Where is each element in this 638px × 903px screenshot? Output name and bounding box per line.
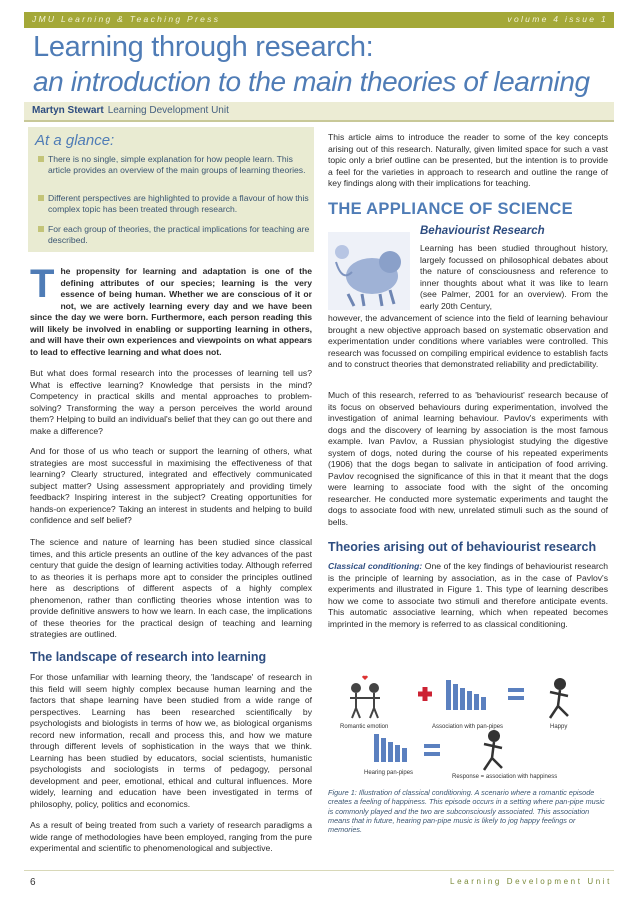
figure-label: Association with pan-pipes bbox=[432, 724, 504, 730]
glance-title: At a glance: bbox=[35, 132, 115, 149]
section-heading-landscape: The landscape of research into learning bbox=[30, 650, 267, 664]
section-heading-theories: Theories arising out of behaviourist research bbox=[328, 540, 597, 554]
figure-1 bbox=[328, 666, 606, 784]
page-number: 6 bbox=[30, 877, 36, 888]
drop-cap: T bbox=[30, 262, 55, 306]
section-heading-appliance: THE APPLIANCE OF SCIENCE bbox=[328, 200, 573, 218]
article-subtitle: an introduction to the main theories of learning bbox=[33, 66, 590, 97]
paragraph-text: One of the key findings of behaviourist research is the principle of learning by association, as in the case of Pavlov's experiments and illustrated in Figure 1. This type of learning describes how we come to associate two stimuli and therefore anticipate events. This automatic associative learning, which when repeated becomes imprinted in the memory is referred to as classical conditioning. bbox=[328, 561, 608, 629]
classical-conditioning-paragraph bbox=[328, 561, 608, 630]
figure-label: Happy bbox=[550, 724, 568, 730]
paragraph: This article aims to introduce the reader to some of the key concepts arising out of this research. Naturally, given limited space for such a vast topic only a brief outline can be presented, but the intention is to provide a feel for the varieties in approach to research and outline the range of key findings along with their implications for teaching. bbox=[328, 132, 608, 188]
glance-item: For each group of theories, the practical implications for teaching are described. bbox=[38, 224, 318, 247]
paragraph: And for those of us who teach or support the learning of others, what strategies are most successful in maximising the effectiveness of that learning? Clearly structured, integrated and effectively communicated subject matter? Using assessment appropriately and providing timely feedback? Inspiring interest in the subject? Creating opportunities for hands-on experience? Taking an interest in students and helping to build confidence and self belief? bbox=[30, 446, 312, 525]
paragraph: For those unfamiliar with learning theory, the 'landscape' of research in this field will seem highly complex because human learning and the factors that shape learning have been studied from a wide range of perspectives. Learning has been researched scientifically by psychologists and biologists in terms of how we, as biological organisms record new information, recall and process this, and how we mature through different levels of sophistication in the ways that we think. Learning has been studied by educators, social scientists, humanistic psychologists and sociologists in terms of pedagogy, personal development and peer, emotional, ethical and cultural influences. More widely, learning and education have been investigated in terms of philosophy, policy, politics and economics. bbox=[30, 672, 312, 809]
paragraph: however, the advancement of science into the field of learning behaviour brought a new objective approach based on systematic observation and experimentation under conditions where variables were controlled. This research was focussed on compiling empirical evidence to establish facts and to construct theories that demonstrated reliability and predictability. bbox=[328, 313, 608, 369]
journal-header bbox=[24, 12, 614, 28]
paragraph: The science and nature of learning has been studied since classical times, and this article presents an outline of the key advances of the past century that guide the design of learning activities today. Although referred to as theories it is perhaps more apt to consider the principles outlined here as descriptions of different aspects of a highly complex phenomenon, rather than conflicting theories whose intention was to provide definitive answers to how we learn. In each case, the implications of these theories for the practical design of teaching and learning strategies are outlined. bbox=[30, 537, 312, 639]
figure-label: Romantic emotion bbox=[340, 724, 389, 730]
journal-name: JMU Learning & Teaching Press bbox=[32, 14, 221, 24]
paragraph: Learning has been studied throughout history, largely focussed on philosophical debates about the nature of consciousness and reference to inner thoughts about what it was like to learn (see Palmer, 2001 for an overview). From the early 20th Century, bbox=[420, 243, 608, 311]
glance-item: Different perspectives are highlighted to provide a flavour of how this complex topic has been treated through research. bbox=[38, 193, 318, 216]
byline bbox=[32, 105, 229, 116]
paragraph: As a result of being treated from such a variety of research paradigms a wide range of methodologies have been employed, ranging from the pure experimental and scientific to phenomenological and subjective. bbox=[30, 820, 312, 853]
footer-unit: Learning Development Unit bbox=[450, 877, 612, 886]
author-unit: Learning Development Unit bbox=[107, 105, 229, 116]
intro-paragraph bbox=[30, 262, 312, 358]
figure-label: Hearing pan-pipes bbox=[364, 770, 414, 776]
term-label: Classical conditioning: bbox=[328, 561, 423, 571]
figure-label: Response = association with happiness bbox=[452, 774, 558, 780]
paragraph: Much of this research, referred to as 'behaviourist' research because of its focus on observed behaviours during experimentation, involved the investigation of animal learning behaviour. Pavlov's experiments with dogs and the discovery of learning by association is the most famous example. Ivan Pavlov, a Russian physiologist studying the digestive system of dogs, noted during the course of his repeated experiments (1906) that the dogs began to salivate in anticipation of food arriving. Pavlov recognised the significance of this in that it meant that the dogs were learning to associate food with the sight of the oncoming researcher. He conducted more systematic experiments and taught the dogs to associate food with new, unrelated stimuli such as the sound of bells. bbox=[328, 390, 608, 527]
glance-item: There is no single, simple explanation for how people learn. This article provides an overview of the main groups of learning theories. bbox=[38, 154, 318, 177]
author-name: Martyn Stewart bbox=[32, 105, 104, 116]
dog-illustration bbox=[328, 232, 410, 310]
figure-caption: Figure 1: Illustration of classical conditioning. A scenario where a romantic episode creates a feeling of happiness. This episode occurs in a setting where pan-pipe music is commonly played and the two are subconsciously associated. This association means that in future, hearing pan-pipe music is likely to jog happy feelings or memories. bbox=[328, 788, 605, 835]
footer-rule bbox=[24, 870, 614, 871]
at-a-glance-box bbox=[28, 127, 314, 252]
intro-text: he propensity for learning and adaptation is one of the defining attributes of our species; learning is the very essence of being human. Whether we are conscious of it or not, we are actively learning every day and we have been since the day we were born. Furthermore, each person reading this will likely be involved in enabling or supporting learning in others, and will have their own experiences and viewpoints on what appears to lead to effective learning and what does not. bbox=[30, 266, 312, 357]
author-bar bbox=[24, 102, 614, 122]
subheading-behaviourist: Behaviourist Research bbox=[420, 225, 545, 237]
article-title: Learning through research: bbox=[33, 31, 374, 63]
paragraph: But what does formal research into the processes of learning tell us? What is effective learning? Knowledge that persists in the mind? Competency in practical skills and mental approaches to problem-solving? Transforming the way a person perceives the world around them? Helping to build an individual's belief that they can go out there and make a difference? bbox=[30, 368, 312, 436]
issue-label: volume 4 issue 1 bbox=[507, 14, 608, 24]
